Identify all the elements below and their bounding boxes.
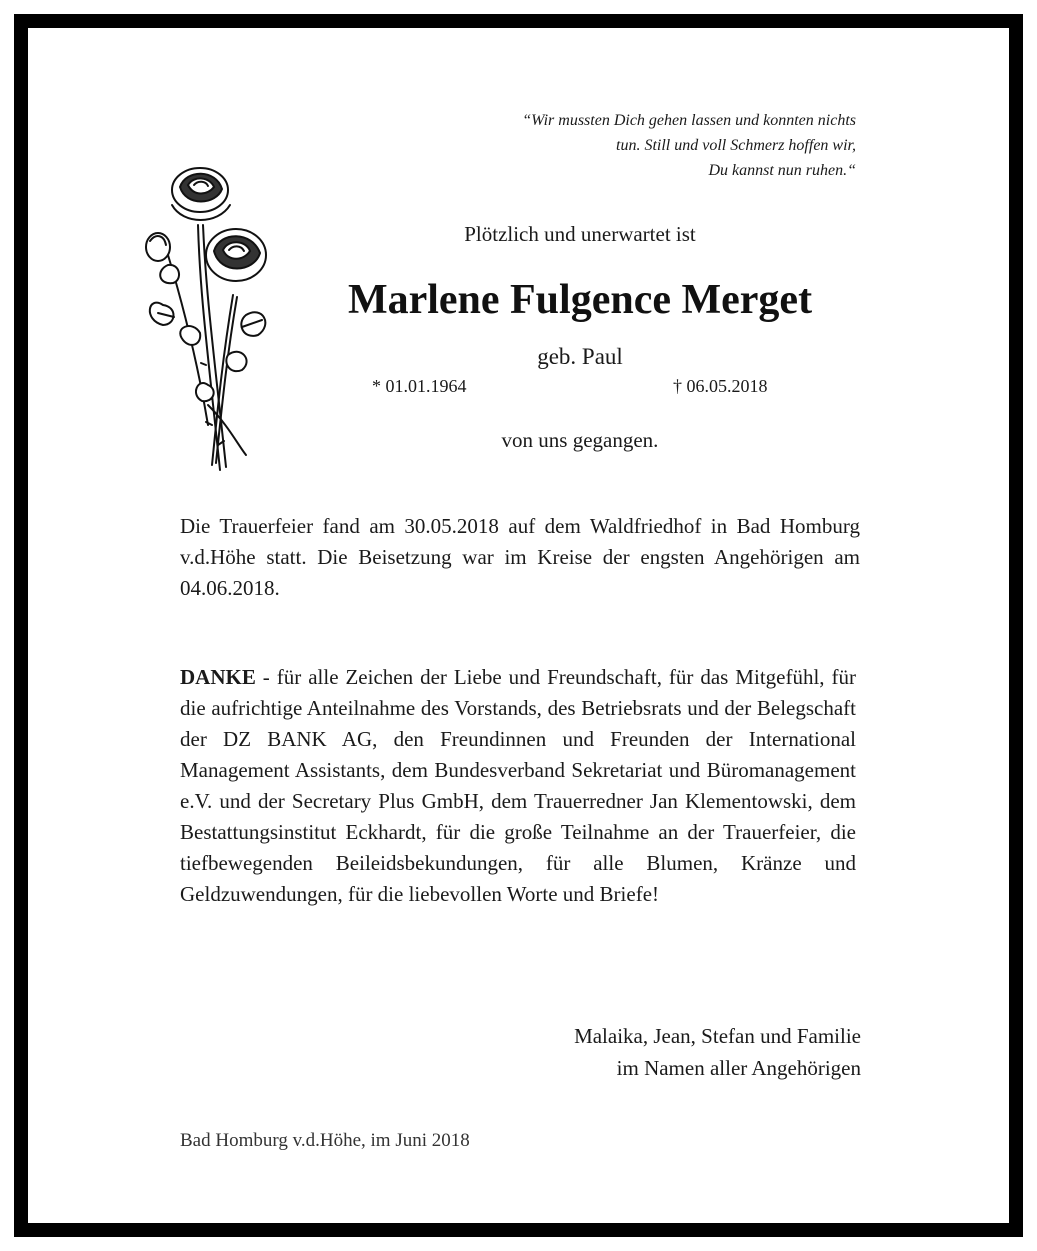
death-date: † 06.05.2018 (673, 376, 768, 396)
motto-line-2: tun. Still und voll Schmerz hoffen wir, (616, 137, 856, 154)
thanks-paragraph (180, 662, 856, 910)
service-paragraph: Die Trauerfeier fand am 30.05.2018 auf dem Waldfriedhof in Bad Homburg v.d.Höhe statt. Die Beisetzung war im Kreise der engsten Angehörigen am 04.06.2018. (180, 514, 860, 600)
motto-line-1: “Wir mussten Dich gehen lassen und konnten nichts (522, 112, 856, 129)
birth-name: geb. Paul (537, 344, 623, 369)
outro-line: von uns gegangen. (501, 428, 659, 452)
birth-date: * 01.01.1964 (372, 376, 467, 396)
thanks-word: DANKE (180, 665, 256, 689)
motto-quote (430, 108, 856, 183)
signature (420, 1020, 861, 1084)
place-date: Bad Homburg v.d.Höhe, im Juni 2018 (180, 1130, 470, 1151)
motto-line-3: Du kannst nun ruhen.“ (708, 162, 856, 179)
signature-line-1: Malaika, Jean, Stefan und Familie (574, 1024, 861, 1048)
deceased-name: Marlene Fulgence Merget (347, 277, 813, 323)
signature-line-2: im Namen aller Angehörigen (616, 1056, 861, 1080)
intro-line: Plötzlich und unerwartet ist (464, 222, 696, 246)
thanks-text: - für alle Zeichen der Liebe und Freundschaft, für das Mitgefühl, für die aufrichtige Anteilnahme des Vorstands, des Betriebsrats und der Belegschaft der DZ BANK AG, den Freundinnen und Freunden der International Management Assistants, dem Bundesverband Sekretariat und Büromanagement e.V. und der Secretary Plus GmbH, dem Trauerredner Jan Klementowski, dem Bestattungsinstitut Eckhardt, für die große Teilnahme an der Trauerfeier, die tiefbewegenden Beileidsbekundungen, für alle Blumen, Kränze und Geldzuwendungen, für die liebevollen Worte und Briefe! (180, 665, 856, 906)
